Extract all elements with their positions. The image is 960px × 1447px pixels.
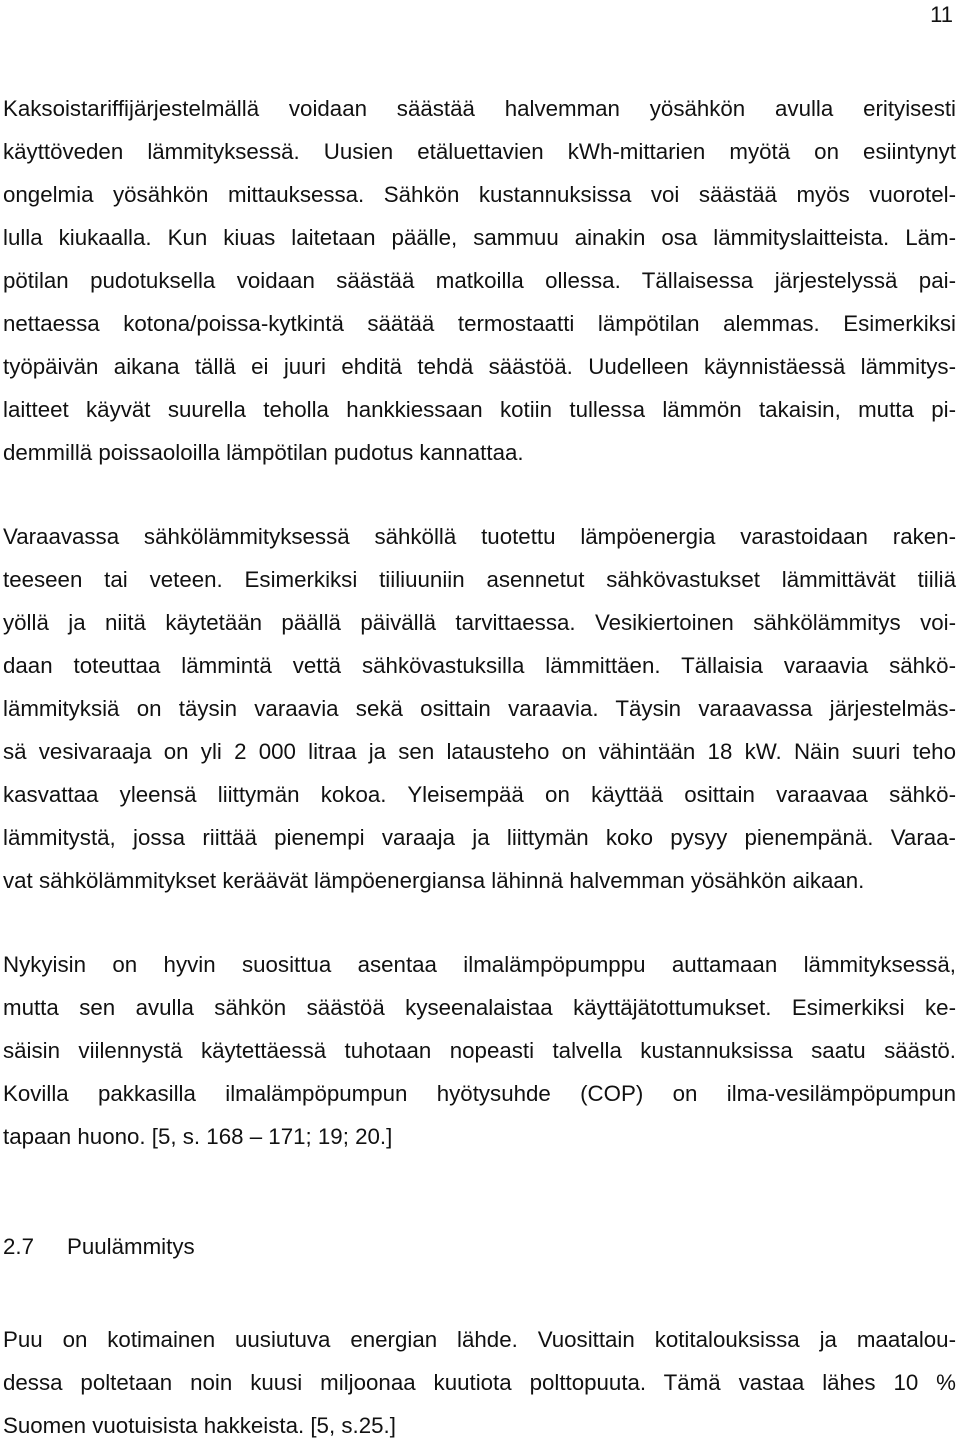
text-line: Kovilla pakkasilla ilmalämpöpumpun hyötysuhde (COP) on ilma-vesilämpöpumpun <box>3 1081 956 1106</box>
text-line: lämmityksiä on täysin varaavia sekä osittain varaavia. Täysin varaavassa järjestelmäs- <box>3 696 956 721</box>
text-line: dessa poltetaan noin kuusi miljoonaa kuutiota polttopuuta. Tämä vastaa lähes 10 % <box>3 1370 956 1395</box>
text-line: kasvattaa yleensä liittymän kokoa. Yleisempää on käyttää osittain varaavaa sähkö- <box>3 782 956 807</box>
section-heading <box>3 1225 195 1268</box>
text-line: nettaessa kotona/poissa-kytkintä säätää termostaatti lämpötilan alemmas. Esimerkiksi <box>3 311 956 336</box>
text-line: työpäivän aikana tällä ei juuri ehditä tehdä säästöä. Uudelleen käynnistäessä lämmitys- <box>3 354 956 379</box>
text-line: lulla kiukaalla. Kun kiuas laitetaan päälle, sammuu ainakin osa lämmityslaitteista. Läm- <box>3 225 956 250</box>
text-line: sä vesivaraaja on yli 2 000 litraa ja sen latausteho on vähintään 18 kW. Näin suuri teho <box>3 739 956 764</box>
text-line: yöllä ja niitä käytetään päällä päivällä tarvittaessa. Vesikiertoinen sähkölämmitys voi- <box>3 610 956 635</box>
text-line: teeseen tai veteen. Esimerkiksi tiiliuuniin asennetut sähkövastukset lämmittävät tiiliä <box>3 567 956 592</box>
text-line: demmillä poissaoloilla lämpötilan pudotus kannattaa. <box>3 440 524 465</box>
text-line: vat sähkölämmitykset keräävät lämpöenergiansa lähinnä halvemman yösähkön aikaan. <box>3 868 865 893</box>
section-title: Puulämmitys <box>67 1234 195 1259</box>
text-line: ongelmia yösähkön mittauksessa. Sähkön kustannuksissa voi säästää myös vuorotel- <box>3 182 956 207</box>
paragraph-tariff-savings <box>3 87 956 474</box>
text-line: säisin viilennystä käytettäessä tuhotaan nopeasti talvella kustannuksissa saatu säästö. <box>3 1038 956 1063</box>
paragraph-wood-heating <box>3 1318 956 1447</box>
text-line: tapaan huono. [5, s. 168 – 171; 19; 20.] <box>3 1124 393 1149</box>
text-line: käyttöveden lämmityksessä. Uusien etäluettavien kWh-mittarien myötä on esiintynyt <box>3 139 956 164</box>
text-line: Varaavassa sähkölämmityksessä sähköllä tuotettu lämpöenergia varastoidaan raken- <box>3 524 956 549</box>
section-number: 2.7 <box>3 1234 34 1259</box>
text-line: daan toteuttaa lämmintä vettä sähkövastuksilla lämmittäen. Tällaisia varaavia sähkö- <box>3 653 956 678</box>
text-line: laitteet käyvät suurella teholla hankkiessaan kotiin tullessa lämmön takaisin, mutta pi- <box>3 397 956 422</box>
text-line: Suomen vuotuisista hakkeista. [5, s.25.] <box>3 1413 396 1438</box>
text-line: mutta sen avulla sähkön säästöä kyseenalaistaa käyttäjätottumukset. Esimerkiksi ke- <box>3 995 956 1020</box>
text-line: pötilan pudotuksella voidaan säästää matkoilla ollessa. Tällaisessa järjestelyssä pai- <box>3 268 956 293</box>
text-line: lämmitystä, jossa riittää pienempi varaaja ja liittymän koko pysyy pienempänä. Varaa- <box>3 825 956 850</box>
paragraph-storage-heating <box>3 515 956 902</box>
text-line: Kaksoistariffijärjestelmällä voidaan säästää halvemman yösähkön avulla erityisesti <box>3 96 956 121</box>
paragraph-heat-pump <box>3 943 956 1158</box>
page-number: 11 <box>930 2 953 27</box>
text-line: Nykyisin on hyvin suosittua asentaa ilmalämpöpumppu auttamaan lämmityksessä, <box>3 952 956 977</box>
text-line: Puu on kotimainen uusiutuva energian lähde. Vuosittain kotitalouksissa ja maatalou- <box>3 1327 956 1352</box>
